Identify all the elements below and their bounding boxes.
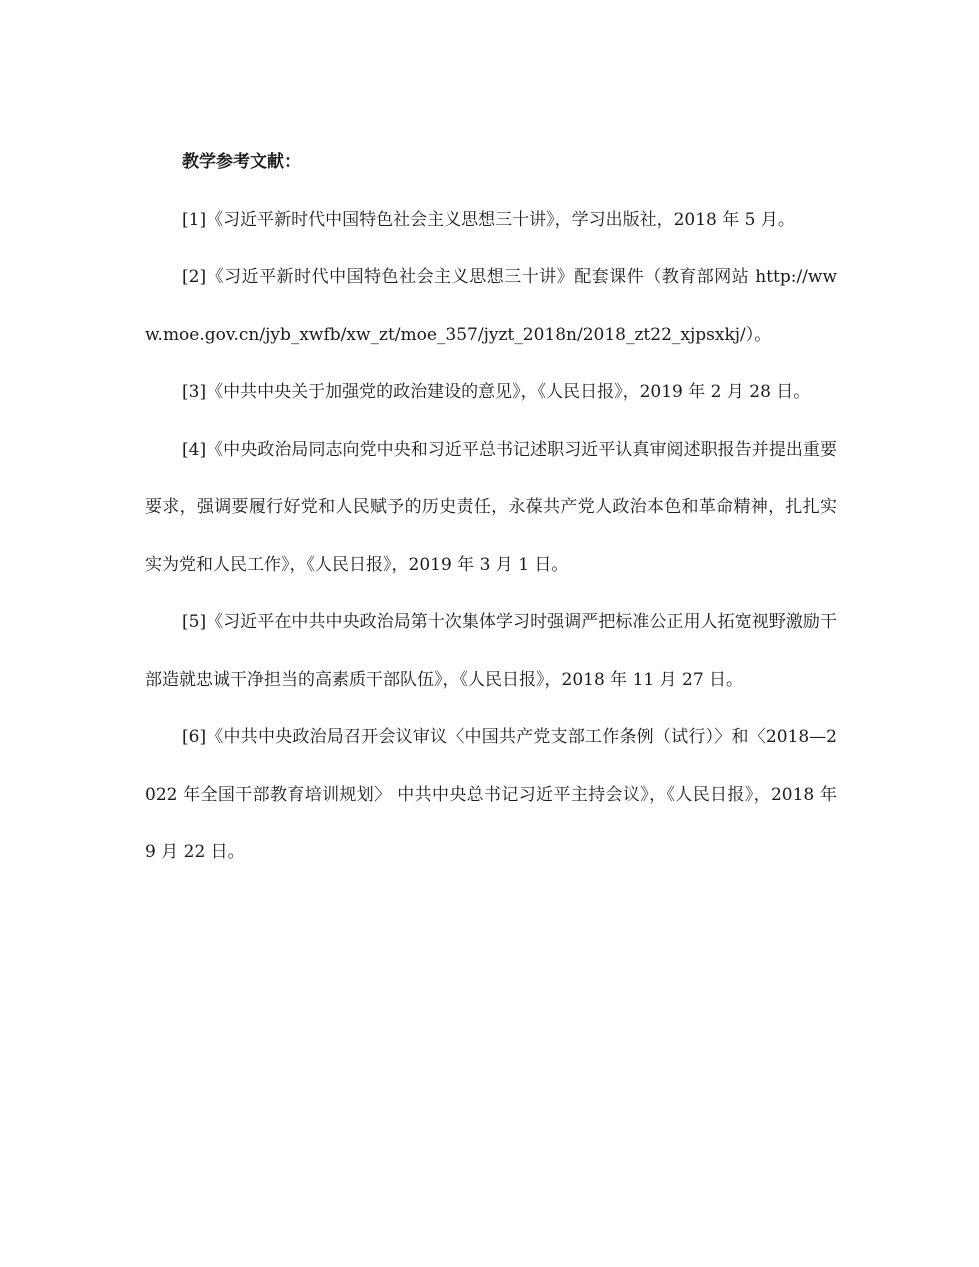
reference-item-3: [3]《中共中央关于加强党的政治建设的意见》，《人民日报》，2019 年 2 月 28 日。 [182,382,811,402]
reference-item-4: [4]《中央政治局同志向党中央和习近平总书记述职习近平认真审阅述职报告并提出重要要求，强调要履行好党和人民赋予的历史责任，永葆共产党人政治本色和革命精神，扎扎实实为党和人民工作》，《人民日报》，2019 年 3 月 1 日。 [145,439,837,575]
reference-item-2: [2]《习近平新时代中国特色社会主义思想三十讲》配套课件（教育部网站 http://www.moe.gov.cn/jyb_xwfb/xw_zt/moe_357/jyzt_2018n/2018_zt22_xjpsxkj/）。 [145,267,837,345]
section-heading: 教学参考文献： [182,152,301,172]
reference-item-6: [6]《中共中央政治局召开会议审议〈中国共产党支部工作条例（试行）〉和〈2018—2022 年全国干部教育培训规划〉 中共中央总书记习近平主持会议》，《人民日报》，2018 年 9 月 22 日。 [145,727,837,862]
reference-item-1: [1]《习近平新时代中国特色社会主义思想三十讲》，学习出版社，2018 年 5 月。 [182,209,795,230]
reference-item-5: [5]《习近平在中共中央政治局第十次集体学习时强调严把标准公正用人拓宽视野激励干部造就忠诚干净担当的高素质干部队伍》，《人民日报》，2018 年 11 月 27 日。 [145,612,837,690]
reference-section [145,134,837,882]
